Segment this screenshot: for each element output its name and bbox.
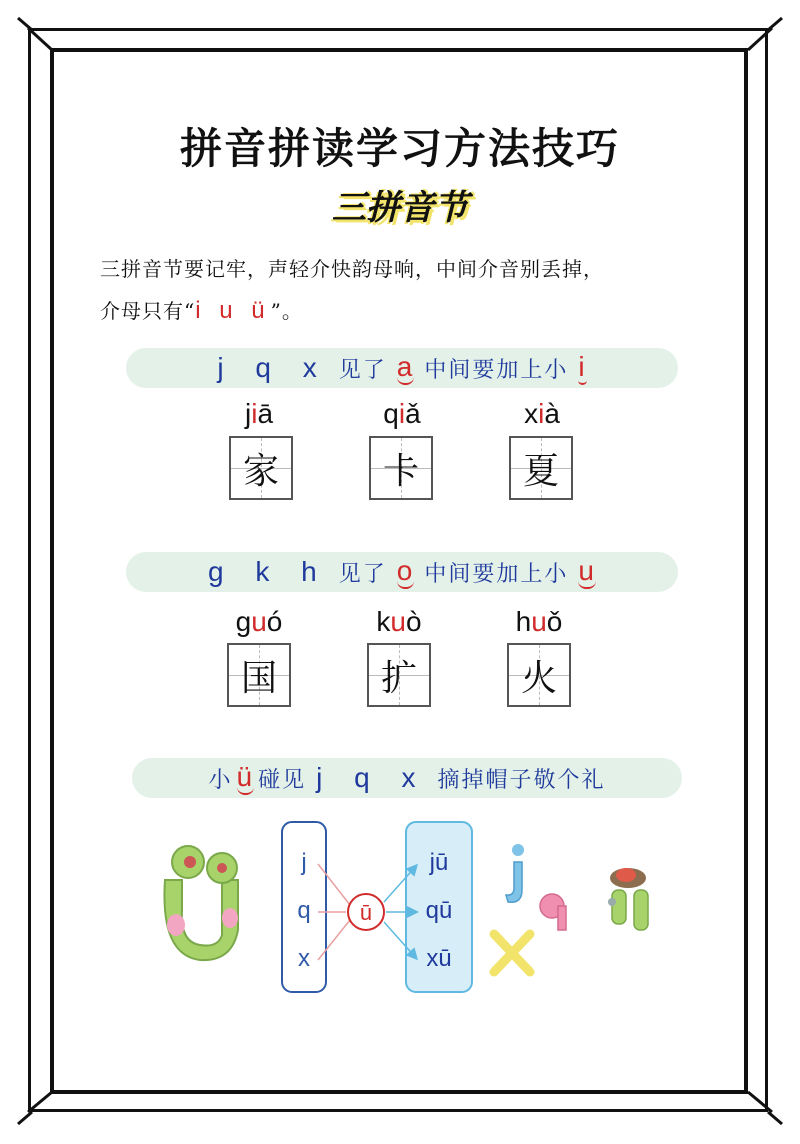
syllable-initial: g [235,606,252,637]
rule-1-vowel: a [397,351,415,385]
rule-2-text-a: 见了 [338,561,387,587]
intro-line-2-prefix: 介母只有“ [100,299,196,323]
initial-q: q [297,897,311,924]
initial-j: j [301,849,307,876]
rule-3-text-c: 摘掉帽子敬个礼 [437,767,606,793]
syllable-final: ā [257,398,274,429]
syllable-medial: i [538,398,545,429]
syllable-final: ǎ [405,398,421,429]
char-xia: 夏 [522,450,559,492]
page-title: 拼音拼读学习方法技巧 [179,124,620,173]
result-ju: jū [429,849,449,876]
intro-line-1: 三拼音节要记牢，声轻介快韵母响，中间介音别丢掉， [100,257,604,281]
rule-1-consonants: j q x [217,352,329,383]
rule-2-text-b: 中间要加上小 [424,561,569,587]
syllable-initial: h [515,606,532,637]
char-guo: 国 [240,657,277,699]
rule-3-vowel: ü [237,761,255,795]
medial-letters: i u ü [195,297,271,324]
result-xu: xū [426,945,452,972]
rule-3-text-b: 碰见 [258,767,307,793]
rule-2-medial: u [578,555,596,589]
rule-1-medial: i [578,351,586,385]
rule-1-text-b: 中间要加上小 [424,357,569,383]
syllable-final: ó [266,606,283,637]
char-kuo: 扩 [380,657,417,699]
initial-x: x [298,945,310,972]
rule-1-text-a: 见了 [338,357,387,383]
syllable-medial: i [398,398,406,429]
syllable-medial: u [251,606,267,637]
cartoon-u-umlaut-icon [164,846,238,960]
rule-2-vowel: o [397,555,415,589]
syllable-final: ǒ [546,606,563,637]
rule-2-consonants: g k h [208,556,329,587]
page-subtitle: 三拼音节 [332,188,468,228]
char-huo: 火 [520,657,557,699]
syllable-medial: i [251,398,258,429]
char-qia: 卡 [382,450,419,492]
cartoon-u-with-hat-icon [608,868,648,930]
syllable-initial: k [376,606,391,637]
syllable-initial: j [244,398,252,429]
rule-3-text-a: 小 [208,767,233,793]
syllable-medial: u [531,606,547,637]
rule-3-consonants: j q x [316,762,428,793]
cartoon-jqx-icon [494,844,566,972]
char-jia: 家 [242,450,279,492]
center-u: ū [359,900,373,925]
syllable-medial: u [390,606,406,637]
syllable-final: à [544,398,560,429]
result-qu: qū [425,897,453,924]
intro-line-2-suffix: ”。 [270,299,303,323]
syllable-initial: x [524,398,539,429]
syllable-final: ò [406,606,422,637]
syllable-initial: q [383,398,399,429]
